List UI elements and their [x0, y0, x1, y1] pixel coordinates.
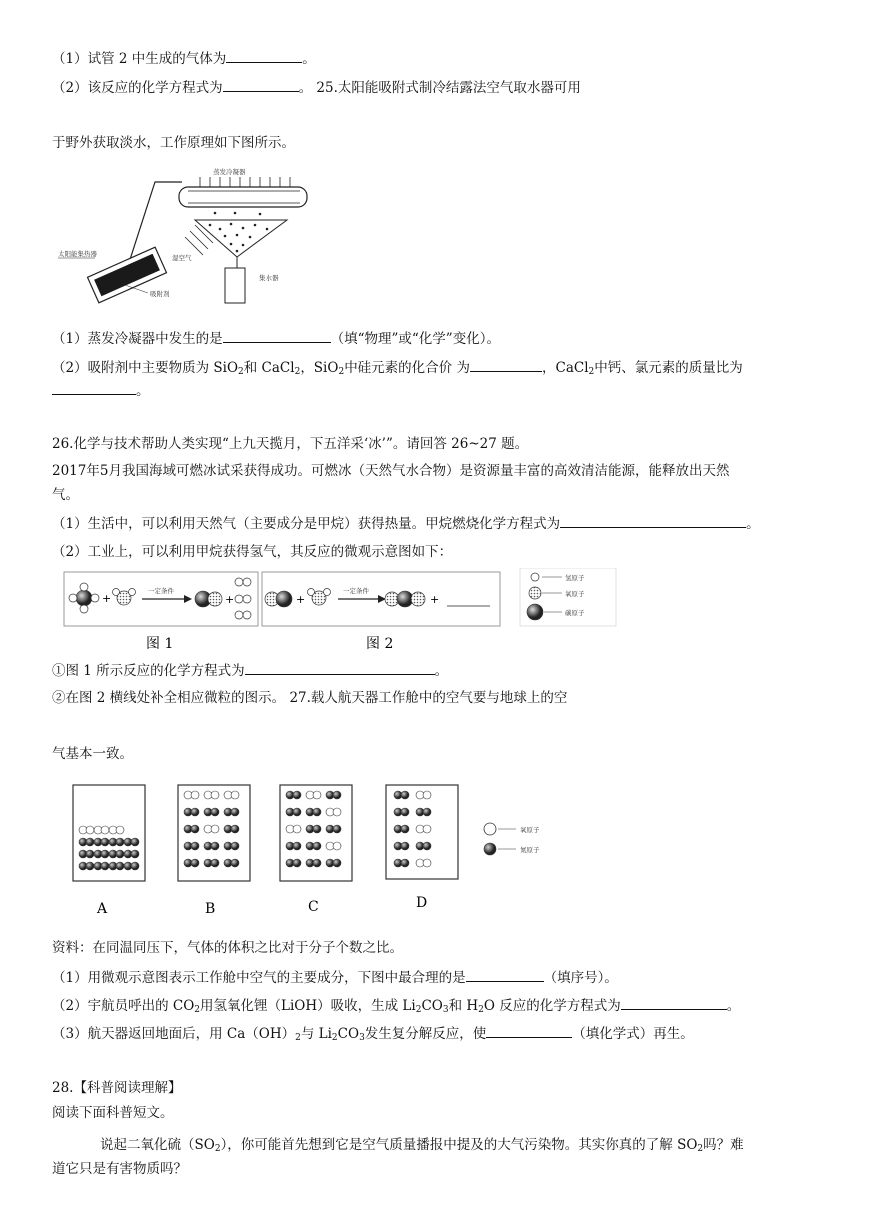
nitrogen-atom — [101, 850, 109, 858]
water-tank-shape — [225, 268, 245, 303]
q26-c1: ①图 1 所示反应的化学方程式为 。 — [52, 660, 448, 681]
legend-h: 氢原子 — [565, 574, 585, 582]
nitrogen-atom — [86, 850, 94, 858]
answer-blank[interactable] — [226, 48, 302, 63]
q28-head: 28.【科普阅读理解】 — [52, 1080, 182, 1096]
nitrogen-atom — [191, 859, 199, 867]
svg-text:+: + — [296, 593, 306, 606]
q28-para2: 道它只是有害物质吗？ — [52, 1161, 187, 1177]
oxygen-atom — [101, 826, 109, 834]
oxygen-atom — [191, 791, 199, 799]
nitrogen-atom — [86, 862, 94, 870]
q25-intro: 于野外获取淡水，工作原理如下图所示。 — [52, 135, 295, 151]
svg-text:+: + — [430, 593, 440, 606]
fig2-caption: 图 2 — [366, 636, 394, 652]
nitrogen-atom — [333, 791, 341, 799]
legend-o: 氧原子 — [565, 590, 585, 598]
water-tank-label: 集水器 — [259, 274, 279, 282]
answer-blank[interactable] — [223, 77, 299, 92]
q27-s2: （2）宇航员呼出的 $CO_2$用氢氧化锂（LiOH）吸收，生成 $Li_2CO_3$和 $H_2O$ 反应的化学方程式为 。 — [52, 995, 740, 1020]
oxygen-atom — [231, 791, 239, 799]
nitrogen-atom — [293, 859, 301, 867]
condition-label-1: 一定条件 — [148, 587, 174, 595]
q25-s2: （2）吸附剂中主要物质为 SiO$_2$和 CaCl$_2$，SiO$_2$中硅元素的化合价 为 ，CaCl$_2$中钙、氯元素的质量比为 — [52, 357, 743, 382]
oxygen-atom — [333, 808, 341, 816]
q26-s2: （2）工业上，可以利用甲烷获得氢气，其反应的微观示意图如下： — [52, 544, 453, 560]
oxygen-atom — [211, 825, 219, 833]
answer-blank[interactable] — [486, 1023, 572, 1038]
water-harvester-diagram — [55, 165, 310, 305]
answer-blank[interactable] — [52, 380, 136, 395]
nitrogen-atom — [401, 791, 409, 799]
oxygen-atom — [423, 859, 431, 867]
nitrogen-atom — [401, 825, 409, 833]
nitrogen-atom — [211, 808, 219, 816]
oxygen-atom — [211, 791, 219, 799]
q28-para1: 说起二氧化硫$(SO_2)$，你可能首先想到它是空气质量播报中提及的大气污染物。其实你真的了解 $SO_2$吗？难 — [100, 1137, 744, 1154]
q27-s1: （1）用微观示意图表示工作舱中空气的主要成分，下图中最合理的是 （填序号）。 — [52, 967, 618, 988]
oxygen-atom — [423, 791, 431, 799]
condenser-label: 蒸发冷凝器 — [213, 168, 246, 176]
q27-cont: 气基本一致。 — [52, 746, 133, 762]
oxygen-atom — [423, 825, 431, 833]
answer-blank[interactable] — [470, 357, 542, 372]
nitrogen-atom — [313, 808, 321, 816]
svg-text:+: + — [225, 593, 235, 606]
answer-blank[interactable] — [466, 967, 544, 982]
nitrogen-atom — [116, 838, 124, 846]
nitrogen-atom — [401, 859, 409, 867]
nitrogen-atom — [231, 825, 239, 833]
nitrogen-atom — [101, 862, 109, 870]
nitrogen-atom — [131, 838, 139, 846]
nitrogen-atom — [293, 842, 301, 850]
box-label-b: B — [205, 901, 216, 917]
nitrogen-atom — [231, 842, 239, 850]
nitrogen-atom — [211, 842, 219, 850]
nitrogen-atom — [401, 842, 409, 850]
box-label-a: A — [97, 901, 108, 917]
nitrogen-atom — [423, 842, 431, 850]
solar-collector-label: 太阳能集热器 — [58, 250, 97, 258]
nitrogen-atom — [333, 825, 341, 833]
q26-head: 26.化学与技术帮助人类实现“上九天揽月，下五洋采‘冰’”。请回答 26~27 题。 — [52, 436, 529, 452]
answer-blank[interactable] — [245, 660, 435, 675]
legend-c: 碳原子 — [565, 609, 585, 617]
box-label-d: D — [416, 895, 428, 911]
nitrogen-atom — [231, 859, 239, 867]
fig1-caption: 图 1 — [146, 636, 174, 652]
nitrogen-atom — [131, 850, 139, 858]
svg-text:+: + — [102, 592, 112, 605]
q26-para1: 2017年5月我国海域可燃冰试采获得成功。可燃冰（天然气水合物）是资源量丰富的高效清洁能源，能释放出天然 — [52, 463, 730, 479]
nitrogen-atom — [231, 808, 239, 816]
nitrogen-atom — [86, 838, 94, 846]
nitrogen-atom — [333, 859, 341, 867]
nitrogen-atom — [191, 842, 199, 850]
answer-blank[interactable] — [560, 513, 746, 528]
oxygen-atom — [116, 826, 124, 834]
nitrogen-atom — [423, 808, 431, 816]
nitrogen-atom — [313, 842, 321, 850]
nitrogen-atom — [191, 808, 199, 816]
nitrogen-atom — [131, 862, 139, 870]
q28-intro: 阅读下面科普短文。 — [52, 1105, 174, 1121]
oxygen-atom — [293, 825, 301, 833]
legend-nitrogen: 氮原子 — [520, 846, 540, 854]
legend-oxygen: 氧原子 — [520, 826, 540, 834]
q26-c2: ②在图 2 横线处补全相应微粒的图示。 27.载人航天器工作舱中的空气要与地球上的空 — [52, 690, 568, 706]
condenser-shape — [179, 187, 307, 207]
oxygen-atom — [333, 842, 341, 850]
condition-label-2: 一定条件 — [343, 587, 369, 595]
nitrogen-atom — [116, 862, 124, 870]
air-composition-diagram — [70, 780, 570, 920]
nitrogen-atom — [313, 859, 321, 867]
nitrogen-atom — [211, 859, 219, 867]
adsorbent-label: 吸附剂 — [150, 290, 170, 298]
moist-air-label: 湿空气 — [172, 254, 192, 262]
q26-para1-cont: 气。 — [52, 487, 79, 503]
q27-info: 资料：在同温同压下，气体的体积之比对于分子个数之比。 — [52, 940, 403, 956]
q25-s1: （1）蒸发冷凝器中发生的是 （填“物理”或“化学”变化）。 — [52, 328, 500, 349]
answer-blank[interactable] — [621, 995, 727, 1010]
nitrogen-atom — [101, 838, 109, 846]
q27-s3: （3）航天器返回地面后，用 $Ca(OH)_2$与 $Li_2CO_3$发生复分解反应，使 （填化学式）再生。 — [52, 1023, 694, 1048]
q24-line1: （1）试管 2 中生成的气体为 。 — [52, 48, 316, 69]
oxygen-atom — [313, 791, 321, 799]
nitrogen-atom — [401, 808, 409, 816]
q24-line2: （2）该反应的化学方程式为 。 25.太阳能吸附式制冷结露法空气取水器可用 — [52, 77, 581, 98]
nitrogen-atom — [191, 825, 199, 833]
nitrogen-atom — [116, 850, 124, 858]
nitrogen-atom — [313, 825, 321, 833]
methane-micro-diagram — [62, 568, 617, 656]
q26-s1: （1）生活中，可以利用天然气（主要成分是甲烷）获得热量。甲烷燃烧化学方程式为 。 — [52, 513, 760, 534]
q25-s2-cont: 。 — [52, 380, 150, 401]
nitrogen-atom — [293, 808, 301, 816]
answer-blank[interactable] — [223, 328, 331, 343]
oxygen-atom — [86, 826, 94, 834]
nitrogen-atom — [293, 791, 301, 799]
box-label-c: C — [308, 899, 319, 915]
